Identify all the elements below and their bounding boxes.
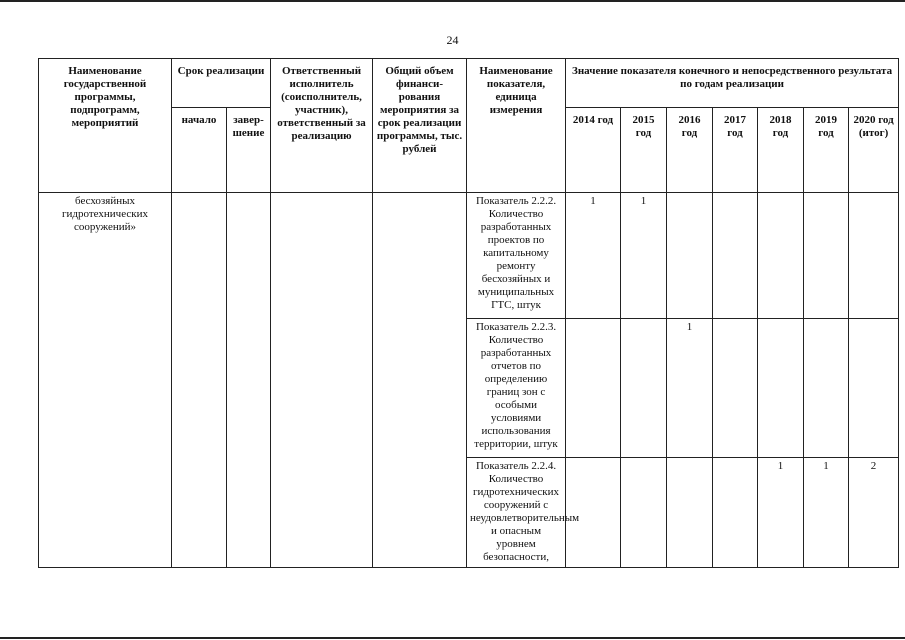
value-cell <box>849 193 899 319</box>
value-cell <box>713 319 758 458</box>
header-period-start: начало <box>172 108 227 193</box>
header-values-title: Значение показателя конечного и непосредственного результата по годам реализации <box>566 59 899 108</box>
header-row-1 <box>39 59 899 108</box>
value-cell: 1 <box>566 193 621 319</box>
header-period: Срок реализации <box>172 59 271 108</box>
header-executor: Ответственный исполнитель (соисполнитель, участник), ответственный за реализацию <box>271 59 373 193</box>
value-cell <box>667 458 713 568</box>
value-cell: 1 <box>667 319 713 458</box>
executor-cell <box>271 193 373 568</box>
program-name-cell: бесхозяйных гидротехнических сооружений» <box>39 193 172 568</box>
value-cell <box>621 458 667 568</box>
period-start-cell <box>172 193 227 568</box>
indicator-cell: Показатель 2.2.2. Количество разработанных проектов по капитальному ремонту бесхозяйных и муниципальных ГТС, штук <box>467 193 566 319</box>
header-year-2014: 2014 год <box>566 108 621 193</box>
value-cell <box>804 193 849 319</box>
header-year-2016: 2016 год <box>667 108 713 193</box>
scan-line-bottom <box>0 637 905 639</box>
header-finance: Общий объем финанси-рования мероприятия за срок реализации программы, тыс. рублей <box>373 59 467 193</box>
period-end-cell <box>227 193 271 568</box>
value-cell <box>713 458 758 568</box>
indicator-cell: Показатель 2.2.3. Количество разработанных отчетов по определению границ зон с особыми условиями использования территории, штук <box>467 319 566 458</box>
header-year-2018: 2018 год <box>758 108 804 193</box>
value-cell <box>758 319 804 458</box>
header-indicator: Наименование показателя, единица измерения <box>467 59 566 193</box>
value-cell <box>804 319 849 458</box>
value-cell: 1 <box>804 458 849 568</box>
value-cell <box>566 319 621 458</box>
page-number: 24 <box>446 33 459 47</box>
value-cell <box>849 319 899 458</box>
value-cell <box>713 193 758 319</box>
header-year-2019: 2019 год <box>804 108 849 193</box>
value-cell: 1 <box>621 193 667 319</box>
value-cell <box>621 319 667 458</box>
header-year-2017: 2017 год <box>713 108 758 193</box>
table-row <box>39 193 899 319</box>
finance-cell <box>373 193 467 568</box>
header-year-2020: 2020 год (итог) <box>849 108 899 193</box>
indicator-cell: Показатель 2.2.4. Количество гидротехнических сооружений с неудовлетворительным и опасным уровнем безопасности, <box>467 458 566 568</box>
header-year-2015: 2015 год <box>621 108 667 193</box>
program-table <box>38 58 899 568</box>
value-cell <box>758 193 804 319</box>
value-cell: 2 <box>849 458 899 568</box>
value-cell <box>667 193 713 319</box>
scan-line-top <box>0 0 905 2</box>
header-name: Наименование государственной программы, подпрограмм, мероприятий <box>39 59 172 193</box>
value-cell: 1 <box>758 458 804 568</box>
header-period-end: завер-шение <box>227 108 271 193</box>
